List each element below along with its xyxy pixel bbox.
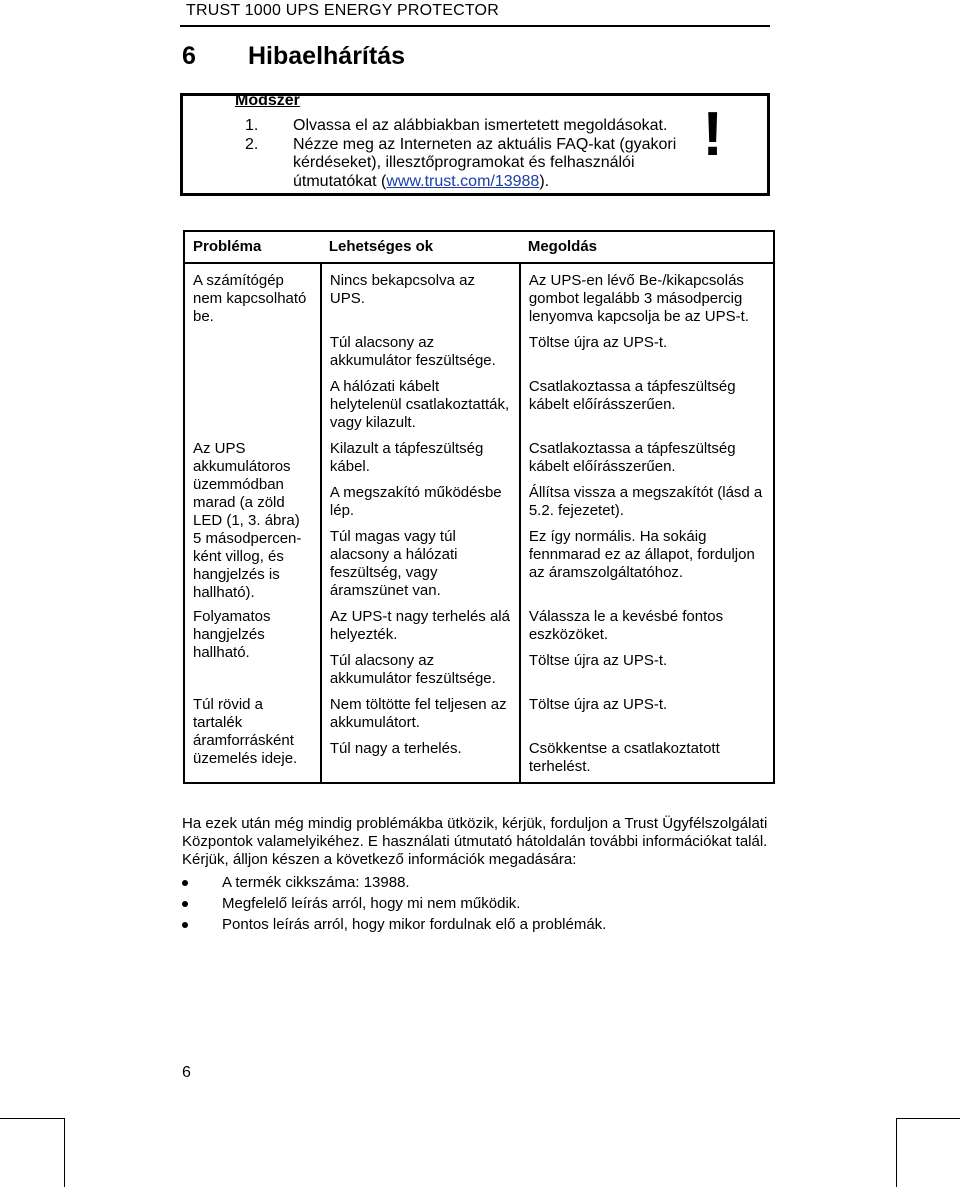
method-step-number: 2. — [245, 135, 259, 153]
header-cause: Lehetséges ok — [321, 231, 520, 263]
bullet-icon — [182, 880, 188, 886]
solution-cell: Állítsa vissza a megszakítót (lásd a 5.2. fejezetet). — [520, 478, 774, 522]
running-header: TRUST 1000 UPS ENERGY PROTECTOR — [186, 2, 499, 19]
section-title — [182, 42, 405, 71]
problem-cell: Folyamatos hangjelzés hallható. — [184, 602, 321, 690]
method-steps — [245, 117, 693, 191]
method-step — [245, 136, 693, 192]
section-number: 6 — [182, 42, 196, 70]
support-url-link[interactable]: www.trust.com/13988 — [386, 172, 540, 190]
support-paragraph: Ha ezek után még mindig problémákba ütközik, kérjük, forduljon a Trust Ügyfélszolgálati Központok valamelyikéhez. E használati útmutató hátoldalán további információkat talál. Kérjük, álljon készen a következő információk megadására: — [182, 815, 768, 868]
method-step — [245, 117, 693, 136]
solution-cell: Az UPS-en lévő Be-/kikapcsolás gombot legalább 3 másodpercig lenyomva kapcsolja be az UPS-t. — [520, 263, 774, 328]
solution-cell: Ez így normális. Ha sokáig fennmarad ez az állapot, forduljon az áramszolgáltatóhoz. — [520, 522, 774, 602]
cause-cell: Túl alacsony az akkumulátor feszültsége. — [321, 328, 520, 372]
cause-cell: A hálózati kábelt helytelenül csatlakoztatták, vagy kilazult. — [321, 372, 520, 434]
crop-mark-left-vertical — [64, 1118, 65, 1187]
table-row — [184, 434, 774, 478]
cause-cell: Túl nagy a terhelés. — [321, 734, 520, 783]
list-item-text: Pontos leírás arról, hogy mikor fordulnak elő a problémák. — [222, 916, 607, 933]
crop-mark-right-horizontal — [896, 1118, 960, 1119]
header-rule — [180, 25, 770, 27]
bullet-icon — [182, 922, 188, 928]
list-item — [182, 872, 606, 893]
list-item-text: Megfelelő leírás arról, hogy mi nem működik. — [222, 895, 521, 912]
problem-cell: A számítógép nem kapcsolható be. — [184, 263, 321, 434]
required-info-list — [182, 872, 606, 935]
header-problem: Probléma — [184, 231, 321, 263]
table-row — [184, 263, 774, 328]
problem-cell: Túl rövid a tartalék áramforrásként üzemelés ideje. — [184, 690, 321, 783]
solution-cell: Válassza le a kevésbé fontos eszközöket. — [520, 602, 774, 646]
method-step-text: Olvassa el az alábbiakban ismertetett megoldásokat. — [293, 117, 668, 134]
list-item — [182, 893, 606, 914]
method-box — [180, 93, 770, 196]
cause-cell: Nincs bekapcsolva az UPS. — [321, 263, 520, 328]
table-row — [184, 602, 774, 646]
section-heading: Hibaelhárítás — [248, 42, 406, 70]
solution-cell: Csatlakoztassa a tápfeszültség kábelt előírásszerűen. — [520, 372, 774, 434]
cause-cell: A megszakító működésbe lép. — [321, 478, 520, 522]
cause-cell: Kilazult a tápfeszültség kábel. — [321, 434, 520, 478]
table-row — [184, 690, 774, 734]
list-item — [182, 914, 606, 935]
solution-cell: Csatlakoztassa a tápfeszültség kábelt előírásszerűen. — [520, 434, 774, 478]
troubleshooting-table — [183, 230, 775, 784]
page-number: 6 — [182, 1064, 191, 1081]
method-step-text-end: ). — [539, 172, 550, 190]
header-solution: Megoldás — [520, 231, 774, 263]
method-step-number: 1. — [245, 117, 259, 134]
warning-exclamation-icon: ! — [702, 100, 723, 169]
cause-cell: Az UPS-t nagy terhelés alá helyezték. — [321, 602, 520, 646]
bullet-icon — [182, 901, 188, 907]
cause-cell: Nem töltötte fel teljesen az akkumulátort. — [321, 690, 520, 734]
method-title: Módszer — [235, 92, 300, 109]
solution-cell: Töltse újra az UPS-t. — [520, 646, 774, 690]
solution-cell: Töltse újra az UPS-t. — [520, 690, 774, 734]
solution-cell: Csökkentse a csatlakoztatott terhelést. — [520, 734, 774, 783]
crop-mark-left-horizontal — [0, 1118, 64, 1119]
table-header-row — [184, 231, 774, 263]
crop-mark-right-vertical — [896, 1118, 897, 1187]
method-step-text: Nézze meg az Interneten az aktuális FAQ-kat (gyakori kérdéseket), illesztőprogramokat és felhasználói útmutatókat ( — [293, 135, 677, 190]
cause-cell: Túl magas vagy túl alacsony a hálózati feszültség, vagy áramszünet van. — [321, 522, 520, 602]
solution-cell: Töltse újra az UPS-t. — [520, 328, 774, 372]
problem-cell: Az UPS akkumulátoros üzemmódban marad (a zöld LED (1, 3. ábra) 5 másodpercen-ként villog, és hangjelzés is hallható). — [184, 434, 321, 602]
list-item-text: A termék cikkszáma: 13988. — [222, 874, 410, 891]
cause-cell: Túl alacsony az akkumulátor feszültsége. — [321, 646, 520, 690]
